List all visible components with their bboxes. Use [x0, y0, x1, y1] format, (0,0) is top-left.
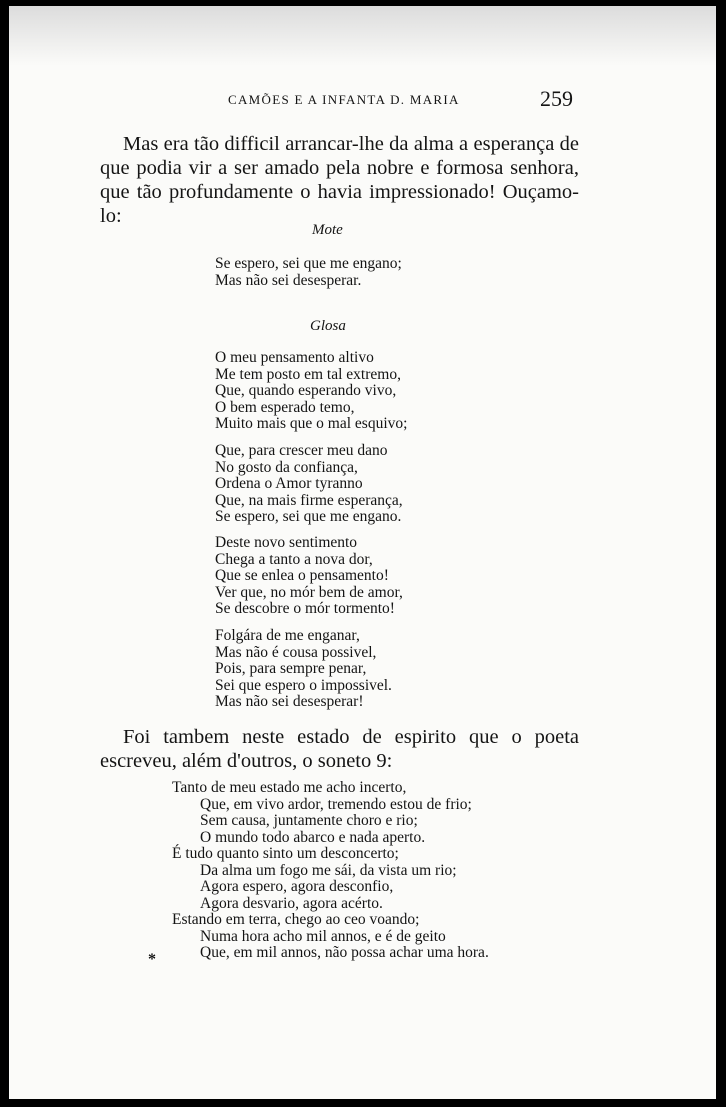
- verse-line: Mas não sei desesperar.: [215, 271, 362, 289]
- verse-line: Mas não é cousa possivel,: [215, 643, 377, 661]
- verse-line: Que, para crescer meu dano: [215, 442, 388, 459]
- paragraph-intro: Mas era tão difficil arrancar-lhe da alma a esperança de que podia vir a ser amado pela nobre e formosa senhora, que tão profundamente o havia impressionado! Ouçamo-lo:: [100, 133, 579, 227]
- mote-verse: [215, 256, 402, 289]
- sonnet-line: Agora desvario, agora acérto.: [200, 894, 383, 912]
- verse-line: No gosto da confiança,: [215, 458, 358, 476]
- glosa-title: Glosa: [310, 318, 346, 334]
- mote-title: Mote: [312, 222, 343, 238]
- sonnet-line: Tanto de meu estado me acho incerto,: [172, 779, 407, 796]
- sonnet-line: Estando em terra, chego ao ceo voando;: [172, 911, 420, 928]
- sonnet-line: Numa hora acho mil annos, e é de geito: [200, 927, 446, 945]
- glosa-stanza-4: [215, 628, 392, 711]
- verse-line: Ordena o Amor tyranno: [215, 475, 363, 492]
- sonnet-line: O mundo todo abarco e nada aperto.: [200, 828, 426, 846]
- verse-line: Folgára de me enganar,: [215, 627, 360, 644]
- sonnet-line: Sem causa, juntamente choro e rio;: [200, 812, 418, 829]
- glosa-stanza-3: [215, 535, 403, 618]
- verse-line: Que se enlea o pensamento!: [215, 567, 389, 584]
- verse-line: Chega a tanto a nova dor,: [215, 550, 373, 568]
- verse-line: Deste novo sentimento: [215, 534, 358, 551]
- verse-line: Que, na mais firme esperança,: [215, 491, 403, 509]
- verse-line: Mas não sei desesperar!: [215, 693, 364, 710]
- page-number: 259: [540, 86, 573, 111]
- verse-line: Muito mais que o mal esquivo;: [215, 415, 408, 432]
- verse-line: Que, quando esperando vivo,: [215, 382, 397, 399]
- asterisk-mark: *: [148, 951, 156, 968]
- book-page: [9, 6, 716, 1099]
- verse-line: Se espero, sei que me engano;: [215, 255, 402, 272]
- verse-line: Se descobre o mór tormento!: [215, 600, 395, 617]
- sonnet-line: Agora espero, agora desconfio,: [200, 878, 394, 895]
- sonnet-line: Que, em vivo ardor, tremendo estou de frio;: [200, 795, 472, 813]
- verse-line: Me tem posto em tal extremo,: [215, 365, 401, 383]
- scan-shadow: [9, 6, 716, 66]
- verse-line: O meu pensamento altivo: [215, 349, 374, 366]
- sonnet-line: É tudo quanto sinto um desconcerto;: [172, 845, 399, 862]
- sonnet-line: Que, em mil annos, não possa achar uma hora.: [200, 944, 489, 961]
- verse-line: O bem esperado temo,: [215, 398, 355, 416]
- sonnet-9: [172, 780, 489, 962]
- glosa-stanza-1: [215, 350, 407, 433]
- verse-line: Se espero, sei que me engano.: [215, 508, 402, 525]
- verse-line: Sei que espero o impossivel.: [215, 676, 392, 694]
- verse-line: Ver que, no mór bem de amor,: [215, 583, 403, 601]
- verse-line: Pois, para sempre penar,: [215, 660, 367, 677]
- sonnet-line: Da alma um fogo me sái, da vista um rio;: [200, 861, 457, 879]
- running-head: CAMÕES E A INFANTA D. MARIA: [228, 92, 460, 107]
- glosa-stanza-2: [215, 443, 403, 526]
- paragraph-sonnet-intro: Foi tambem neste estado de espirito que o poeta escreveu, além d'outros, o soneto 9:: [100, 726, 579, 772]
